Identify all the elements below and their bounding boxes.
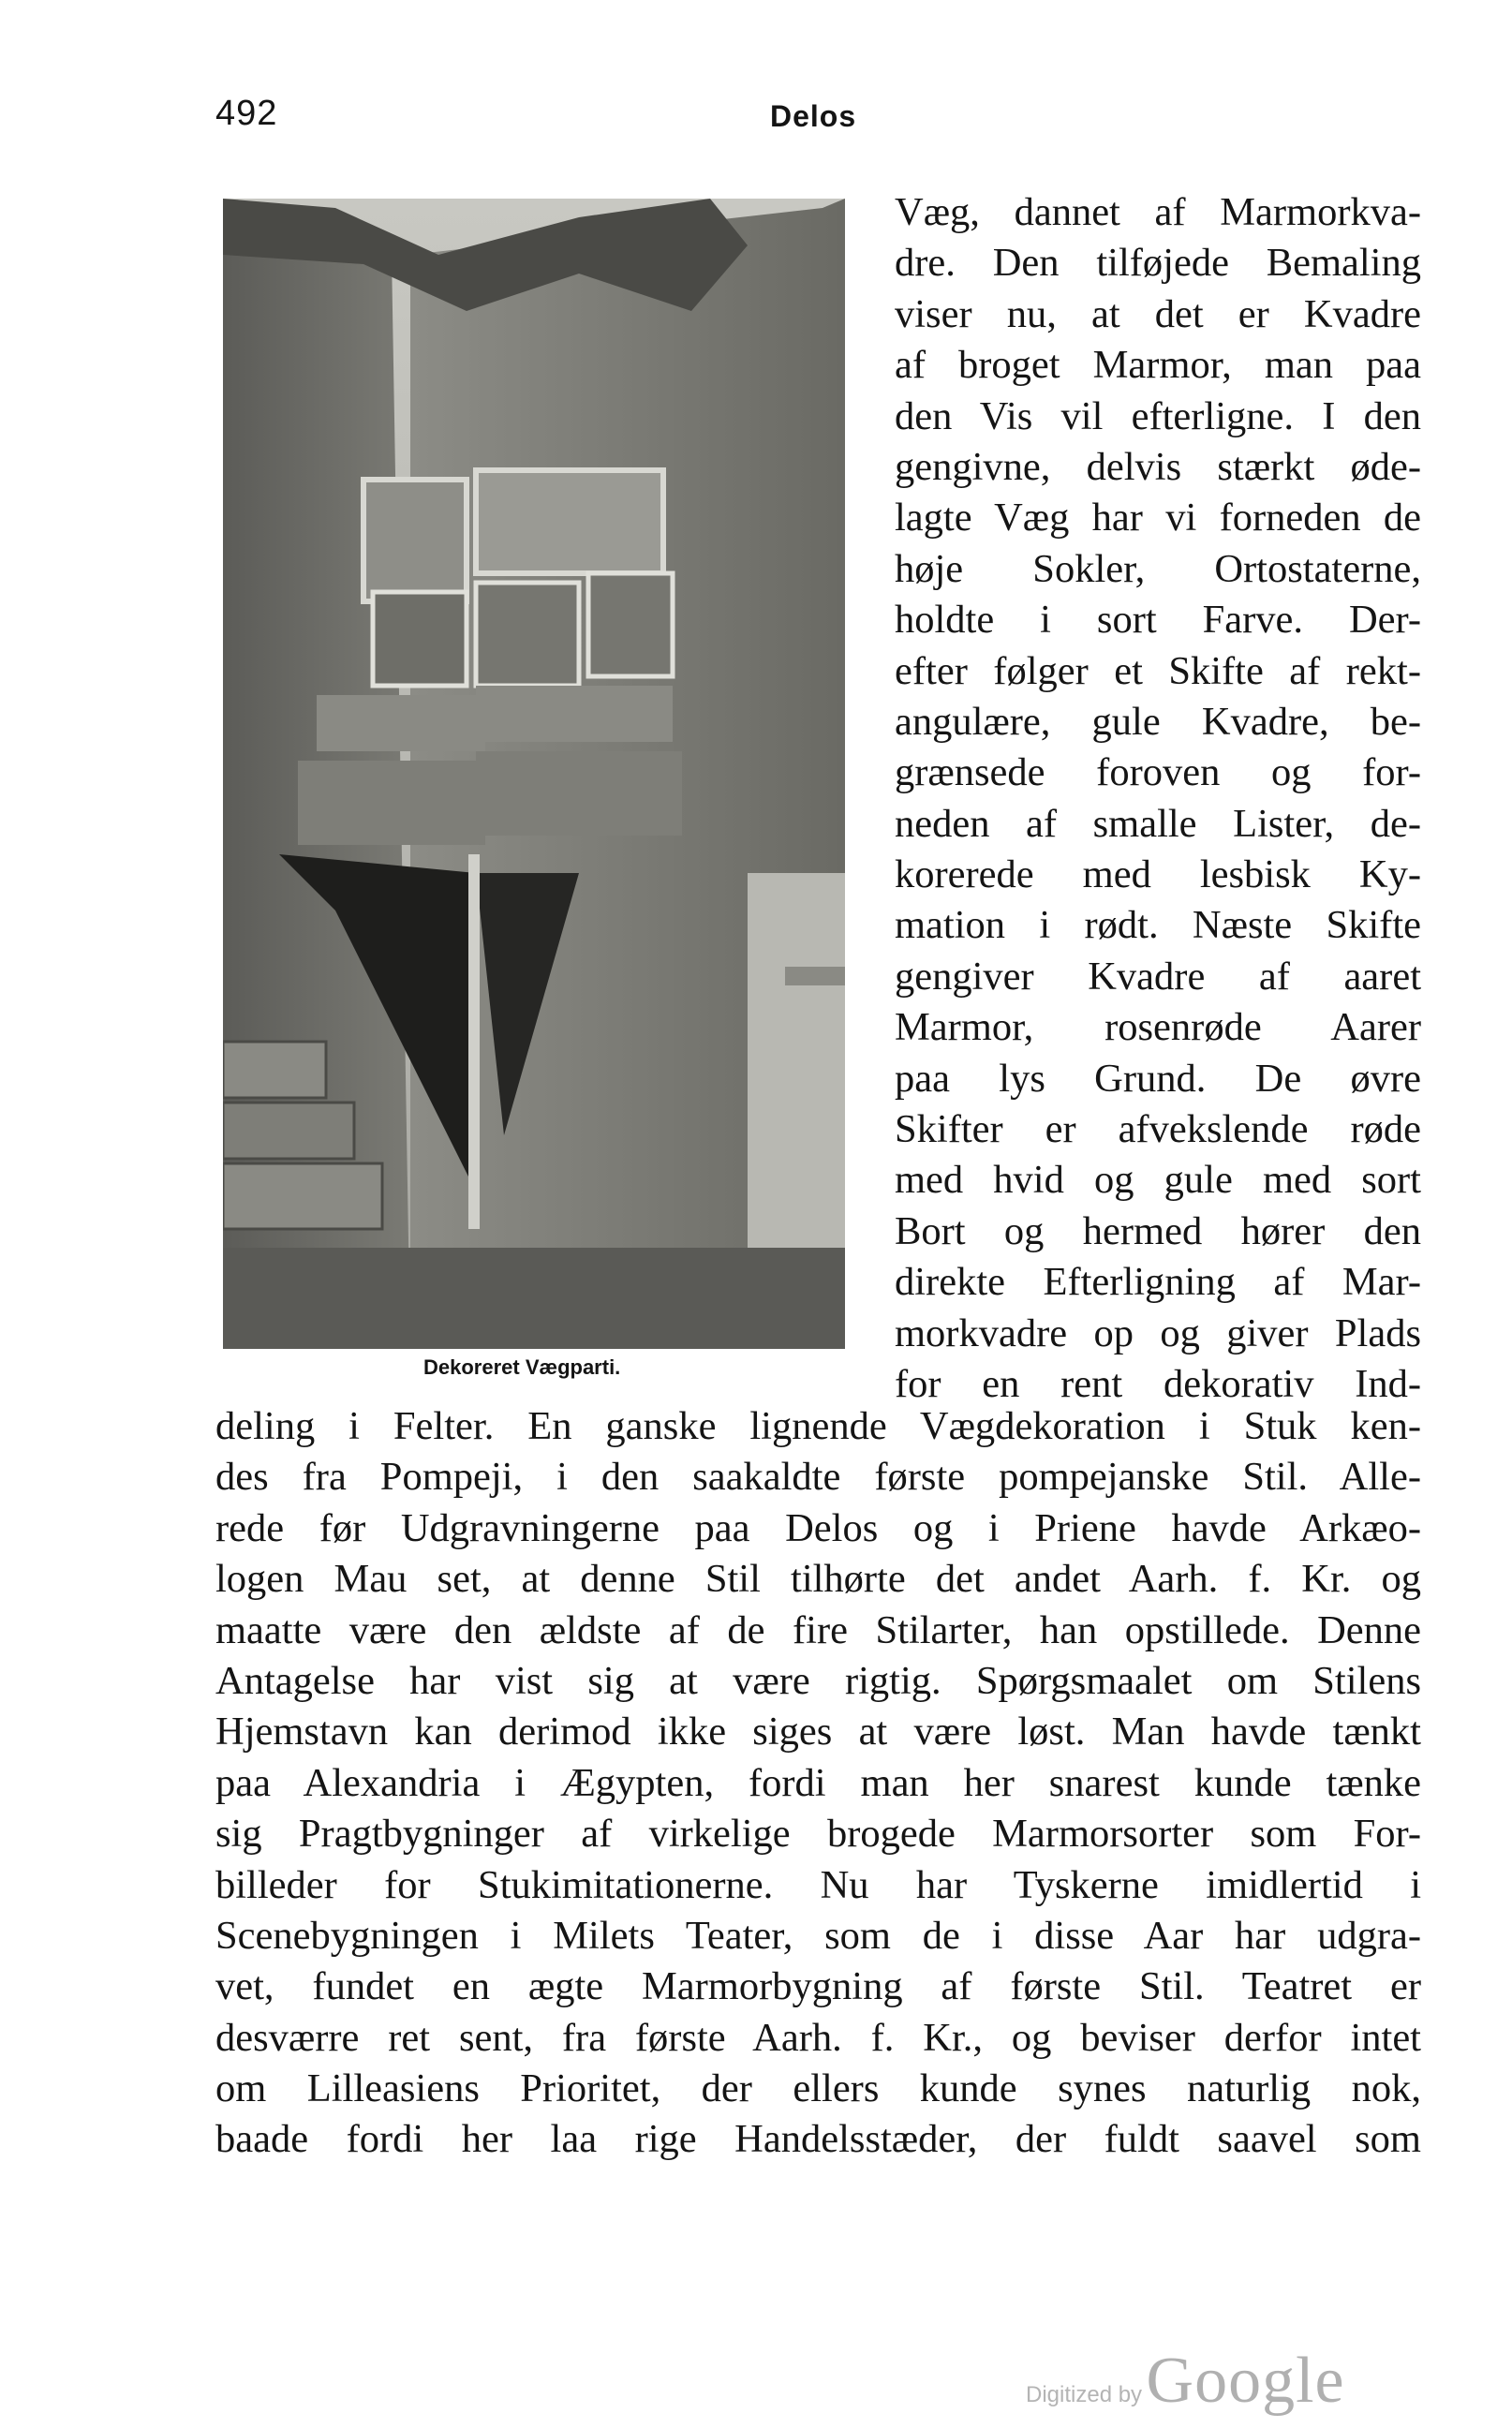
text-line: billeder for Stukimitationerne. Nu har Tyskerne imidlertid i: [215, 1862, 1421, 1907]
figure-caption: Dekoreret Vægparti.: [423, 1355, 621, 1379]
text-line: angulære, gule Kvadre, be-: [895, 699, 1421, 744]
text-line: af broget Marmor, man paa: [895, 343, 1421, 388]
text-line: des fra Pompeji, i den saakaldte første pompejanske Stil. Alle-: [215, 1455, 1421, 1500]
text-line: dre. Den tilføjede Bemaling: [895, 241, 1421, 286]
text-line: Skifter er afvekslende røde: [895, 1107, 1421, 1152]
text-line: lagte Væg har vi forneden de: [895, 496, 1421, 540]
watermark-prefix: Digitized by: [1026, 2382, 1143, 2407]
text-line: rede før Udgravningerne paa Delos og i Priene havde Arkæo-: [215, 1505, 1421, 1550]
text-line: sig Pragtbygninger af virkelige brogede Marmorsorter som For-: [215, 1812, 1421, 1857]
body-text: [215, 1401, 1421, 2166]
text-line: morkvadre op og giver Plads: [895, 1310, 1421, 1355]
watermark-brand: Google: [1146, 2345, 1345, 2417]
text-line: maatte være den ældste af de fire Stilarter, han opstillede. Denne: [215, 1607, 1421, 1652]
text-line: Marmor, rosenrøde Aarer: [895, 1005, 1421, 1050]
text-line: paa lys Grund. De øvre: [895, 1056, 1421, 1101]
text-line: vet, fundet en ægte Marmorbygning af første Stil. Teatret er: [215, 1964, 1421, 2009]
text-line: viser nu, at det er Kvadre: [895, 291, 1421, 336]
wall-photo-illustration: [223, 199, 845, 1349]
text-line: direkte Efterligning af Mar-: [895, 1260, 1421, 1305]
text-line: gengivne, delvis stærkt øde-: [895, 444, 1421, 489]
text-line: baade fordi her laa rige Handelsstæder, der fuldt saavel som: [215, 2117, 1421, 2162]
text-line: med hvid og gule med sort: [895, 1158, 1421, 1203]
text-line: holdte i sort Farve. Der-: [895, 598, 1421, 643]
text-line: Bort og hermed hører den: [895, 1208, 1421, 1253]
text-line: høje Sokler, Ortostaterne,: [895, 546, 1421, 591]
text-line: Antagelse har vist sig at være rigtig. Spørgsmaalet om Stilens: [215, 1658, 1421, 1703]
text-line: mation i rødt. Næste Skifte: [895, 903, 1421, 948]
text-line: paa Alexandria i Ægypten, fordi man her snarest kunde tænke: [215, 1760, 1421, 1805]
text-line: deling i Felter. En ganske lignende Vægdekoration i Stuk ken-: [215, 1404, 1421, 1448]
digitized-watermark: [1026, 2344, 1345, 2419]
page-number: 492: [215, 94, 278, 133]
text-line: efter følger et Skifte af rekt-: [895, 648, 1421, 693]
figure-photo: [223, 199, 845, 1349]
column-text: [895, 187, 1421, 1410]
running-title: Delos: [770, 99, 857, 133]
text-line: den Vis vil efterligne. I den: [895, 393, 1421, 438]
text-line: desværre ret sent, fra første Aarh. f. Kr., og beviser derfor intet: [215, 2015, 1421, 2060]
text-line: grænsede foroven og for-: [895, 750, 1421, 795]
text-line: korerede med lesbisk Ky-: [895, 852, 1421, 897]
text-line: Hjemstavn kan derimod ikke siges at være løst. Man havde tænkt: [215, 1710, 1421, 1754]
text-line: gengiver Kvadre af aaret: [895, 954, 1421, 999]
text-line: neden af smalle Lister, de-: [895, 801, 1421, 846]
text-line: om Lilleasiens Prioritet, der ellers kunde synes naturlig nok,: [215, 2066, 1421, 2111]
text-line: for en rent dekorativ Ind-: [895, 1361, 1421, 1406]
text-line: Væg, dannet af Marmorkva-: [895, 190, 1421, 234]
text-line: Scenebygningen i Milets Teater, som de i disse Aar har udgra-: [215, 1913, 1421, 1958]
text-line: logen Mau set, at denne Stil tilhørte det andet Aarh. f. Kr. og: [215, 1557, 1421, 1602]
